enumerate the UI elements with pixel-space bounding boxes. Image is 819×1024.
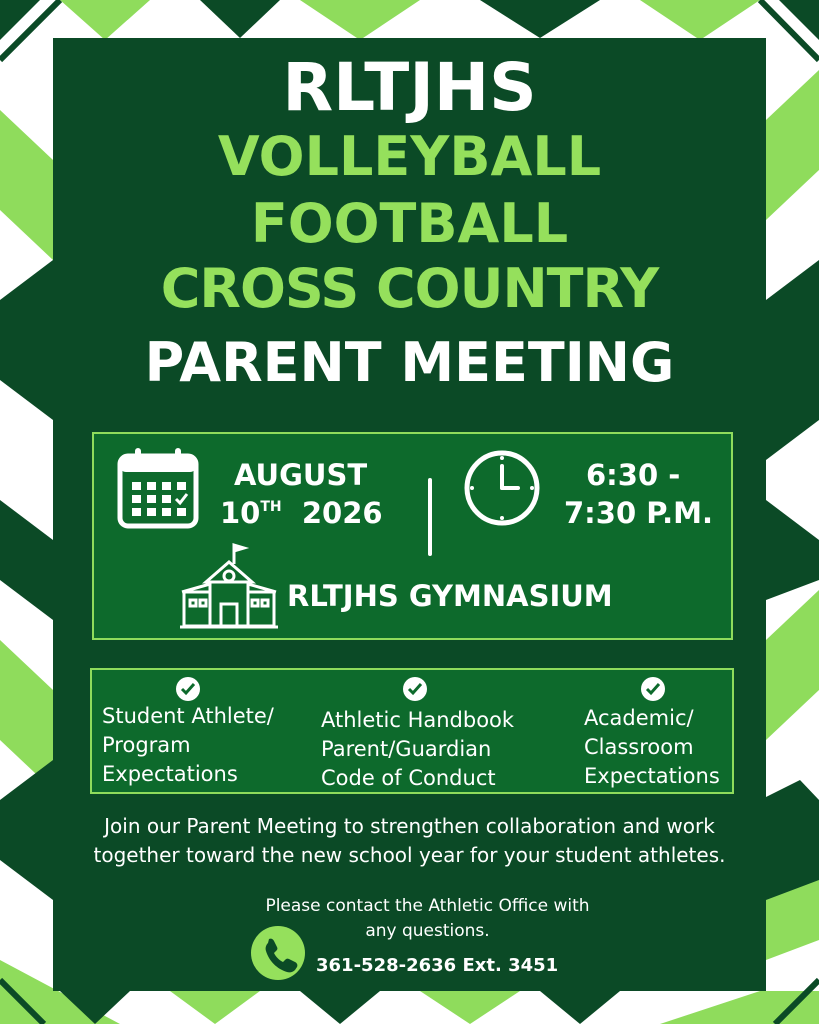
calendar-icon (116, 446, 200, 530)
meeting-description: Join our Parent Meeting to strengthen collaboration and work together toward the new school year for your student athletes. (93, 814, 726, 867)
sport-football: FOOTBALL (250, 192, 569, 255)
check-circle-icon (402, 676, 428, 702)
details-divider (428, 478, 432, 556)
school-name: RLTJHS (282, 49, 537, 126)
sport-cross-country: CROSS COUNTRY (160, 257, 659, 320)
phone-number[interactable]: 361-528-2636 Ext. 3451 (316, 955, 559, 976)
school-building-icon (180, 542, 278, 630)
clock-icon (462, 448, 542, 528)
time-start: 6:30 - (586, 458, 681, 492)
date-day-year (220, 496, 383, 530)
event-details-box (92, 432, 733, 640)
time-end: 7:30 P.M. (564, 496, 714, 530)
sport-volleyball: VOLLEYBALL (217, 125, 602, 188)
date-suffix: TH (260, 499, 282, 515)
date-year: 2026 (301, 496, 383, 530)
event-title: PARENT MEETING (144, 331, 675, 394)
agenda-item-expectations: Student Athlete/ Program Expectations (102, 704, 274, 786)
check-circle-icon (175, 676, 201, 702)
event-location: RLTJHS GYMNASIUM (287, 579, 613, 613)
date-day: 10 (220, 496, 261, 530)
check-circle-icon (640, 676, 666, 702)
date-month: AUGUST (234, 458, 368, 492)
agenda-item-academic: Academic/ Classroom Expectations (584, 706, 720, 788)
agenda-item-handbook: Athletic Handbook Parent/Guardian Code of Conduct (321, 708, 515, 790)
phone-icon (250, 925, 306, 981)
contact-message: Please contact the Athletic Office with any questions. (265, 896, 590, 941)
agenda-box (90, 668, 734, 794)
